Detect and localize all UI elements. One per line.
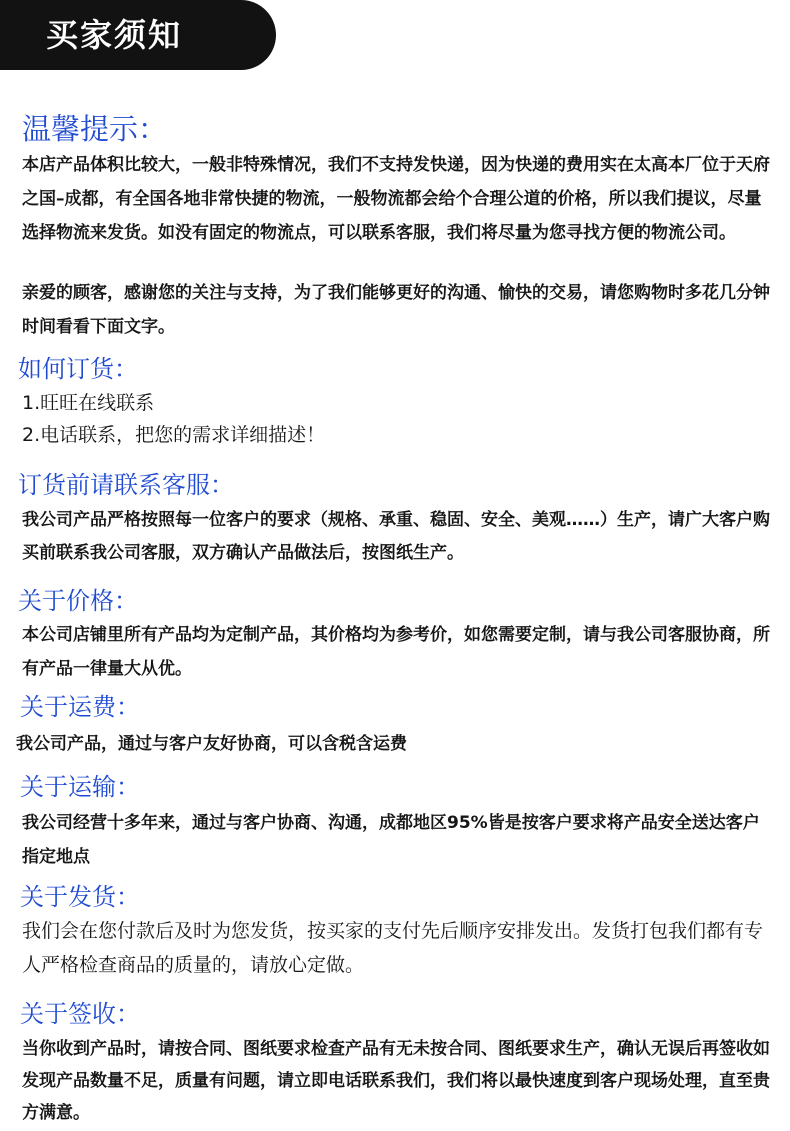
shipping-text: 我们会在您付款后及时为您发货，按买家的支付先后顺序安排发出。发货打包我们都有专人严格检查商品的质量的，请放心定做。 — [22, 920, 764, 976]
shipping-heading: 关于发货： — [20, 883, 140, 911]
tips-paragraph-2: 亲爱的顾客，感谢您的关注与支持，为了我们能够更好的沟通、愉快的交易，请您购物时多花几分钟时间看看下面文字。 — [22, 283, 770, 337]
receipt-text: 当你收到产品时，请按合同、图纸要求检查产品有无未按合同、图纸要求生产，确认无误后再签收如发现产品数量不足，质量有问题，请立即电话联系我们，我们将以最快速度到客户现场处理，直至贵方满意。 — [22, 1039, 770, 1123]
tips-heading: 温馨提示： — [22, 112, 168, 146]
freight-heading: 关于运费： — [20, 693, 140, 721]
receipt-heading: 关于签收： — [20, 1000, 140, 1028]
page-title: 买家须知 — [46, 16, 183, 54]
transport-text: 我公司经营十多年来，通过与客户协商、沟通，成都地区95%皆是按客户要求将产品安全送达客户指定地点 — [22, 813, 760, 867]
tips-paragraph-1: 本店产品体积比较大，一般非特殊情况，我们不支持发快递，因为快递的费用实在太高本厂位于天府之国–成都，有全国各地非常快捷的物流，一般物流都会给个合理公道的价格，所以我们提议，尽量选择物流来发货。如没有固定的物流点，可以联系客服，我们将尽量为您寻找方便的物流公司。 — [22, 155, 770, 243]
price-heading: 关于价格： — [18, 587, 138, 615]
transport-heading: 关于运输： — [20, 773, 140, 801]
price-text: 本公司店铺里所有产品均为定制产品，其价格均为参考价，如您需要定制，请与我公司客服协商，所有产品一律量大从优。 — [22, 625, 770, 679]
how-to-order-item-2: 2.电话联系，把您的需求详细描述！ — [22, 424, 326, 446]
contact-before-order-text: 我公司产品严格按照每一位客户的要求（规格、承重、稳固、安全、美观……）生产，请广大客户购买前联系我公司客服，双方确认产品做法后，按图纸生产。 — [22, 510, 770, 563]
how-to-order-heading: 如何订货： — [18, 355, 138, 383]
how-to-order-item-1: 1.旺旺在线联系 — [22, 392, 155, 414]
freight-text: 我公司产品，通过与客户友好协商，可以含税含运费 — [16, 734, 407, 754]
contact-before-order-heading: 订货前请联系客服： — [18, 471, 234, 499]
